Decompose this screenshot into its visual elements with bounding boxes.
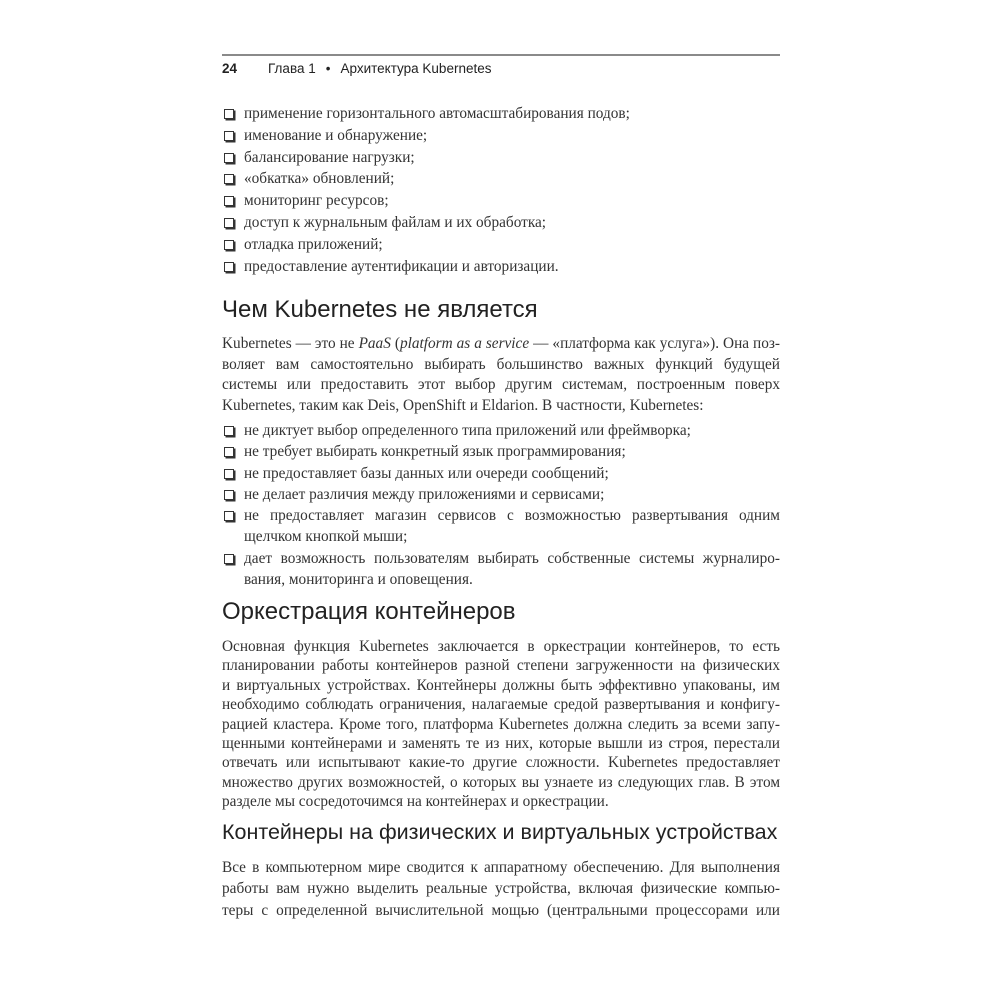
running-header (222, 61, 491, 76)
checkbox-bullet-icon (224, 174, 234, 184)
subsection-heading: Контейнеры на физических и виртуальных устройствах (222, 820, 778, 844)
paragraph-line: «обкатка» обновлений; (244, 170, 395, 188)
section-heading: Оркестрация контейнеров (222, 598, 516, 625)
paragraph-line: Kubernetes, таким как Deis, OpenShift и Eldarion. В частности, Kubernetes: (222, 396, 704, 414)
checkbox-bullet-icon (224, 469, 234, 479)
paragraph-line: воляет вам самостоятельно выбирать большинство важных функций будущей (222, 355, 780, 373)
paragraph-line: работы вам нужно выделить реальные устройства, включая физические компью- (222, 880, 780, 898)
paragraph-line: щелчком кнопкой мыши; (244, 528, 408, 546)
checkbox-bullet-icon (224, 490, 234, 500)
italic-text: PaaS (358, 335, 391, 352)
list-item (222, 103, 780, 125)
paragraph-line: множество других возможностей, о которых вы узнаете из следующих глав. В этом (222, 773, 780, 791)
list-item (222, 234, 780, 256)
chapter-title: Архитектура Kubernetes (340, 61, 492, 76)
paragraph-line: не делает различия между приложениями и сервисами; (244, 485, 605, 503)
paragraph-line: не диктует выбор определенного типа приложений или фреймворка; (244, 422, 691, 439)
checkbox-bullet-icon (224, 196, 234, 206)
text-span: — «платформа как услуга»). Она поз- (529, 335, 780, 352)
checkbox-bullet-icon (224, 511, 234, 521)
paragraph-line: предоставление аутентификации и авторизации. (244, 257, 559, 275)
section-paragraph (222, 857, 780, 921)
section-heading: Чем Kubernetes не является (222, 296, 538, 323)
list-item (222, 441, 780, 462)
paragraph-line: Все в компьютерном мире сводится к аппаратному обеспечению. Для выполнения (222, 859, 780, 876)
checkbox-bullet-icon (224, 131, 234, 141)
paragraph-line (222, 334, 780, 355)
list-item (222, 420, 780, 441)
list-item (222, 125, 780, 147)
list-item (222, 484, 780, 505)
list-item (222, 190, 780, 212)
paragraph-line: теры с определенной вычислительной мощью (центральными процессорами или (222, 901, 780, 919)
checkbox-bullet-icon (224, 554, 234, 564)
paragraph-line: рацией кластера. Кроме того, платформа Kubernetes должна следить за всеми запу- (222, 715, 780, 733)
checkbox-bullet-icon (224, 240, 234, 250)
paragraph-line: разделе мы сосредоточимся на контейнерах и оркестрации. (222, 793, 609, 811)
paragraph-line: доступ к журнальным файлам и их обработка; (244, 213, 547, 231)
checkbox-bullet-icon (224, 109, 234, 119)
paragraph-line: мониторинг ресурсов; (244, 192, 389, 210)
paragraph-line: не требует выбирать конкретный язык программирования; (244, 443, 626, 461)
checkbox-bullet-icon (224, 153, 234, 163)
checkbox-bullet-icon (224, 426, 234, 436)
list-item (222, 505, 780, 548)
list-item (222, 147, 780, 169)
paragraph-line: балансирование нагрузки; (244, 148, 415, 166)
section-paragraph (222, 637, 780, 812)
list-item (222, 168, 780, 190)
paragraph-line: необходимо соблюдать ограничения, налагаемые средой развертывания и конфигу- (222, 696, 780, 714)
paragraph-line: системы или предоставить этот выбор другим системам, построенным поверх (222, 376, 780, 393)
paragraph-line: дает возможность пользователям выбирать собственные системы журналиро- (244, 549, 780, 567)
list-item (222, 463, 780, 484)
paragraph-line: Основная функция Kubernetes заключается в оркестрации контейнеров, то есть (222, 638, 780, 655)
header-rule (222, 54, 780, 56)
chapter-label: Глава 1 (268, 61, 316, 76)
checkbox-bullet-icon (224, 447, 234, 457)
paragraph-line: отвечать или испытывают какие-то другие сложности. Kubernetes предоставляет (222, 754, 780, 772)
checkbox-bullet-icon (224, 262, 234, 272)
paragraph-line: именование и обнаружение; (244, 126, 428, 144)
feature-list (222, 103, 780, 277)
paragraph-line: не предоставляет магазин сервисов с возможностью развертывания одним (244, 507, 780, 525)
paragraph-line: щенными контейнерами и заменять те из них, которые вышли из строя, перестали (222, 734, 780, 752)
header-separator: • (325, 61, 331, 76)
text-span: ( (390, 335, 400, 352)
paragraph-line: планировании работы контейнеров разной степени загруженности на физических (222, 657, 780, 675)
page-number: 24 (222, 61, 238, 76)
paragraph-line: и виртуальных устройствах. Контейнеры должны быть эффективно упакованы, им (222, 676, 780, 694)
list-item (222, 256, 780, 278)
italic-text: platform as a service (399, 335, 530, 352)
checkbox-bullet-icon (224, 218, 234, 228)
not-list (222, 420, 780, 590)
section-paragraph (222, 334, 780, 416)
paragraph-line: вания, мониторинга и оповещения. (244, 571, 473, 589)
paragraph-line: не предоставляет базы данных или очереди сообщений; (244, 464, 609, 482)
list-item (222, 548, 780, 591)
list-item (222, 212, 780, 234)
paragraph-line: применение горизонтального автомасштабирования подов; (244, 105, 630, 122)
text-span: Kubernetes — это не (222, 335, 359, 352)
paragraph-line: отладка приложений; (244, 235, 383, 253)
